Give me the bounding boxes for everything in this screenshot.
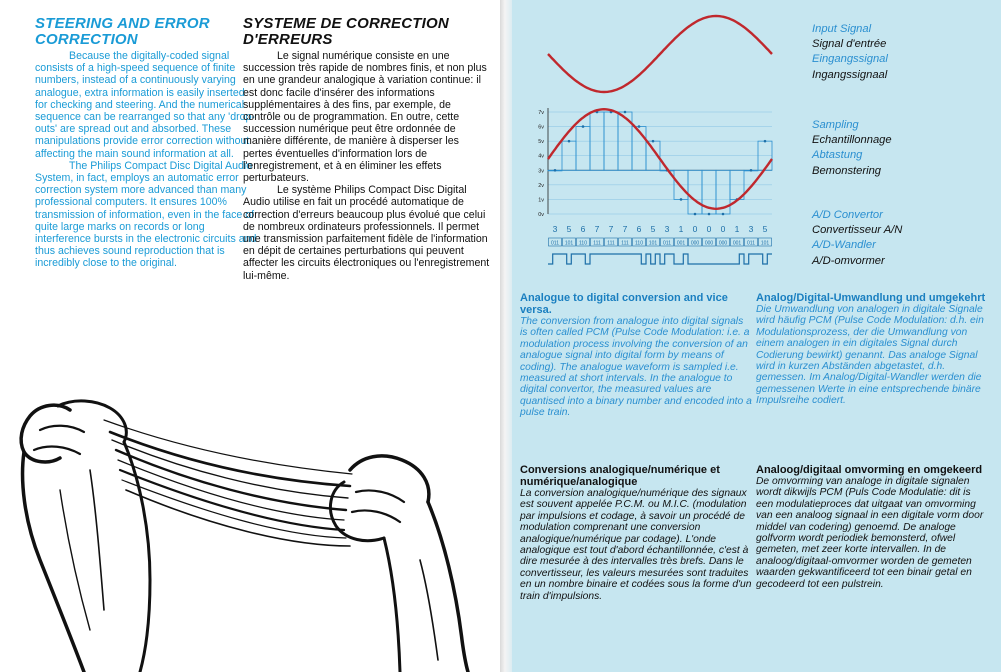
sample-value-label: 0 xyxy=(720,224,726,234)
french-heading-line-2: D'ERREURS xyxy=(243,31,333,48)
binary-code-label: 111 xyxy=(621,240,629,247)
section-dutch xyxy=(756,464,988,590)
section-french xyxy=(520,464,752,602)
sample-point xyxy=(722,213,725,216)
sample-value-label: 3 xyxy=(552,224,558,234)
input-sine-wave xyxy=(548,16,772,209)
english-heading-line-1: STEERING AND ERROR xyxy=(35,15,210,32)
book-spine xyxy=(500,0,512,672)
sample-value-label: 5 xyxy=(566,224,572,234)
legend-converter xyxy=(812,208,997,269)
sampled-signal-curve xyxy=(548,109,772,209)
legend-sampling-nl: Bemonstering xyxy=(812,164,882,177)
input-signal-curve xyxy=(548,16,772,92)
section-french-heading: Conversions analogique/numérique et numérique/analogique xyxy=(520,464,720,488)
pulse-train-line xyxy=(548,254,772,264)
binary-code-label: 111 xyxy=(607,240,615,247)
french-heading xyxy=(243,16,491,48)
legend-converter-de: A/D-Wandler xyxy=(812,239,876,252)
y-tick-label: 0v xyxy=(538,212,544,218)
sample-point xyxy=(694,213,697,216)
sample-point xyxy=(680,198,683,201)
sample-point xyxy=(638,125,641,128)
sample-value-label: 7 xyxy=(594,224,600,234)
right-page xyxy=(512,0,1001,672)
sample-point xyxy=(582,125,585,128)
sample-point xyxy=(554,169,557,172)
legend-input-en: Input Signal xyxy=(812,23,872,35)
sample-bar xyxy=(688,170,702,214)
legend-sampling-en: Sampling xyxy=(812,119,859,131)
sample-value-label: 5 xyxy=(762,224,768,234)
y-tick-label: 1v xyxy=(538,197,544,204)
y-tick-label: 3v xyxy=(538,168,544,175)
binary-code-row xyxy=(549,238,772,247)
sample-point xyxy=(624,111,627,114)
french-column xyxy=(243,16,491,282)
legend-input-de: Eingangssignal xyxy=(812,53,888,66)
legend-converter-fr: Convertisseur A/N xyxy=(812,224,903,237)
left-page xyxy=(0,0,500,672)
sample-bar xyxy=(576,127,590,171)
sample-value-label: 1 xyxy=(678,224,684,234)
legend-sampling xyxy=(812,118,997,179)
english-heading-line-2: CORRECTION xyxy=(35,31,138,48)
sample-point xyxy=(750,169,753,172)
y-tick-label: 7v xyxy=(538,110,544,116)
section-french-body: La conversion analogique/numérique des signaux est souvent appelée P.C.M. ou M.I.C. (modulation par impulsions et codage, à savoir un procédé de modulation comprenant une conversion analogique/numérique par codage). L'onde analogique est tout d'abord échantillonnée, c'est à dire mesurée à des intervalles très brefs. Dans le convertisseur, les valeurs mesurées sont traduites en un nombre binaire et codées sous la forme d'un train d'impulsions. xyxy=(520,488,752,602)
legend-sampling-de: Abtastung xyxy=(812,149,863,162)
binary-code-label: 110 xyxy=(579,240,587,247)
sample-value-label: 3 xyxy=(664,224,670,234)
section-english xyxy=(520,292,752,419)
sample-value-label: 0 xyxy=(706,224,712,234)
legend-converter-en: A/D Convertor xyxy=(812,209,883,221)
section-dutch-body: De omvorming van analoge in digitale signalen wordt dikwijls PCM (Puls Code Modulatie: dit is een modulatieproces dat uitgaat van omvorming van een analoog signaal in een digitale vorm door middel van codering) genoemd. De analoge golfvorm wordt periodiek bemonsterd, ofwel gemeten, met zeer korte intervallen. In de analoog/digitaal-omvormer worden de gemeten waarden gekwantificeerd tot een binair getal en gecodeerd tot een pulstrein. xyxy=(756,476,984,590)
binary-code-label: 011 xyxy=(747,240,755,247)
section-english-body: The conversion from analogue into digital signals is often called PCM (Pulse Code Modulation: i.e. a modulation process involving the conversion of an analogue signal into digital form by means of coding). The analogue waveform is sampled i.e. measured at short intervals. In the analogue to digital convertor, the measured values are quantised into a binary number and encoded into a pulse train. xyxy=(520,316,752,419)
binary-code-label: 000 xyxy=(704,240,714,247)
sample-values xyxy=(553,224,768,234)
y-tick-label: 2v xyxy=(538,182,544,189)
sample-value-label: 6 xyxy=(636,224,642,234)
english-paragraph-1: Because the digitally-coded signal consists of a high-speed sequence of finite numbers, instead of a continuously varying analogue, extra information is easily inserted for checking and steering. And the numerical sequence can be rearranged so that any 'drop-outs' are spread out and absorbed. These manipulations provide error correction without affecting the main sound information at all. xyxy=(35,50,255,160)
binary-code-label: 000 xyxy=(690,240,700,247)
english-body xyxy=(35,50,257,270)
pcm-conversion-diagram xyxy=(520,6,782,276)
french-paragraph-1: Le signal numérique consiste en une succession très rapide de nombres finis, et non plus en une grandeur analogique à variation continue: il est donc facile d'insérer des informations supplémentaires à des fins, par exemple, de contrôle ou de programmation. En outre, cette succession numérique peut être ordonnée de manière différente, de manière à disperser les pertes éventuelles d'information lors de l'enregistrement, et à en éliminer les effets perturbateurs. xyxy=(243,50,487,185)
binary-code-label: 101 xyxy=(648,240,658,247)
legend-input-signal xyxy=(812,22,997,83)
y-tick-label: 4v xyxy=(538,153,544,160)
binary-code-label: 000 xyxy=(718,240,728,247)
sample-value-label: 7 xyxy=(608,224,614,234)
sample-value-label: 7 xyxy=(622,224,628,234)
legend-input-nl: Ingangssignaal xyxy=(812,68,888,81)
section-german-body: Die Umwandlung von analogen in digitale Signale wird häufig PCM (Pulse Code Modulation: d.h. ein Modulationsprozess, der die Umwandlung von einem analogen in ein digitales Signal durch Codierung bewirkt) genannt. Das analoge Signal wird in kurzen Abständen abgetastet, d.h. gemessen. Im Analog/Digital-Wandler werden die gemessenen Werte in eine entsprechende binäre Impulsreihe codiert. xyxy=(756,304,984,407)
legend-input-fr: Signal d'entrée xyxy=(812,38,887,51)
sample-value-label: 5 xyxy=(650,224,656,234)
binary-code-label: 110 xyxy=(635,240,643,247)
binary-code-label: 001 xyxy=(732,240,742,247)
binary-code-label: 101 xyxy=(564,240,574,247)
sample-point xyxy=(652,140,655,143)
binary-code-label: 011 xyxy=(663,240,671,247)
y-axis-labels xyxy=(538,110,544,218)
sample-point xyxy=(568,140,571,143)
french-paragraph-2: Le système Philips Compact Disc Digital Audio utilise en fait un procédé automatique de correction d'erreurs beaucoup plus évolué que celui de nombreux ordinateurs professionnels. Il permet une transmission parfaitement fidèle de l'information en dépit de certaines perturbations qui peuvent affecter les circuits électroniques ou l'enregistrement lui-même. xyxy=(243,184,490,282)
section-english-heading: Analogue to digital conversion and vice versa. xyxy=(520,292,728,316)
sample-value-label: 3 xyxy=(748,224,754,234)
sample-value-label: 6 xyxy=(580,224,586,234)
binary-code-label: 011 xyxy=(551,240,559,247)
english-heading xyxy=(35,16,257,48)
legend-converter-nl: A/D-omvormer xyxy=(812,254,885,267)
french-heading-line-1: SYSTEME DE CORRECTION xyxy=(243,15,449,32)
section-dutch-heading: Analoog/digitaal omvorming en omgekeerd xyxy=(756,464,983,476)
sample-point xyxy=(708,213,711,216)
binary-code-label: 101 xyxy=(760,240,770,247)
sample-point xyxy=(764,140,767,143)
hands-stretching-illustration xyxy=(0,360,500,672)
english-paragraph-2: The Philips Compact Disc Digital Audio System, in fact, employs an automatic error correction system more advanced than many professional computers. It ensures 100% transmission of information, even in the face of quite large marks on records or long interference bursts in the electronic circuits and thus achieves sound reproduction that is incredibly close to the original. xyxy=(35,159,257,270)
y-tick-label: 6v xyxy=(538,124,544,131)
sample-value-label: 0 xyxy=(692,224,698,234)
binary-code-label: 111 xyxy=(593,240,601,247)
english-column xyxy=(35,16,257,270)
y-tick-label: 5v xyxy=(538,139,544,146)
french-body xyxy=(243,50,491,282)
sample-value-label: 1 xyxy=(734,224,740,234)
section-german-heading: Analog/Digital-Umwandlung und umgekehrt xyxy=(756,292,986,304)
binary-code-label: 001 xyxy=(676,240,686,247)
section-german xyxy=(756,292,988,407)
legend-sampling-fr: Echantillonnage xyxy=(812,134,892,147)
pulse-train xyxy=(548,254,772,264)
